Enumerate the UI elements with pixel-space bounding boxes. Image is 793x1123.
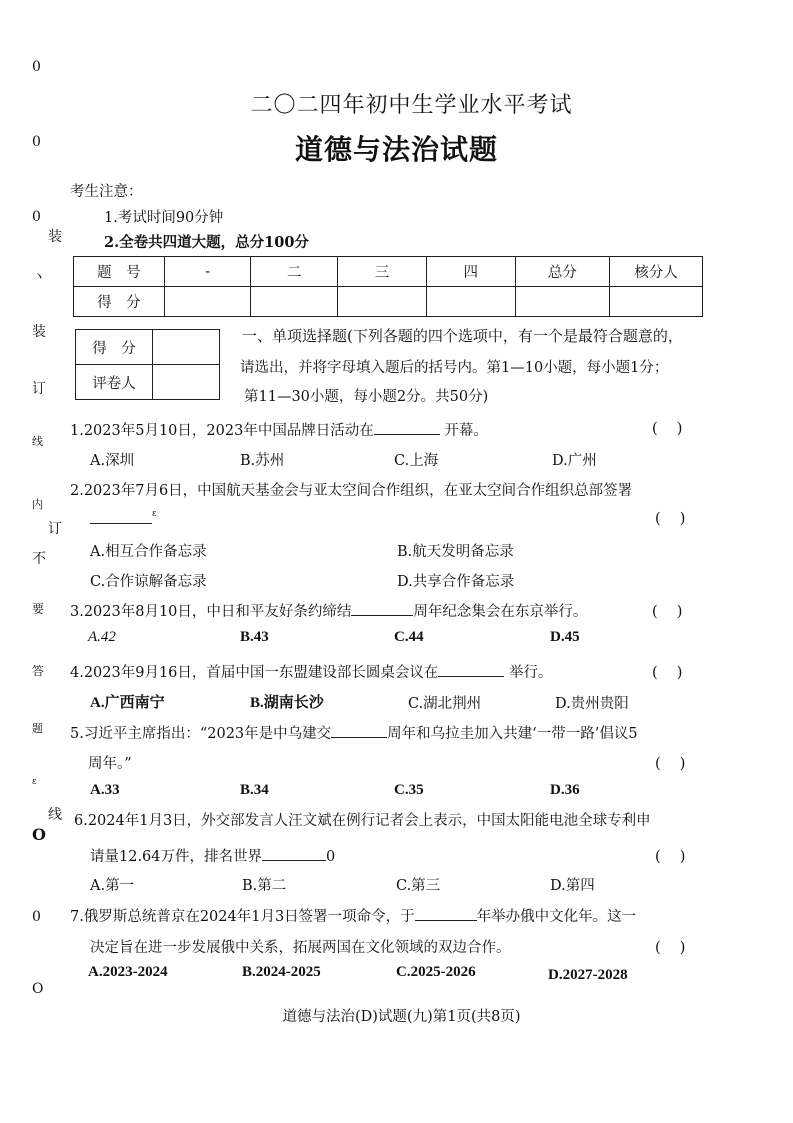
answer-parentheses[interactable]: ( ) bbox=[655, 756, 686, 772]
option-b: B.43 bbox=[240, 629, 269, 645]
margin-mark: 订 bbox=[48, 521, 62, 537]
margin-mark: 线 bbox=[32, 435, 43, 448]
question-6: 6.2024年1月3日，外交部发言人汪文斌在例行记者会上表示，中国太阳能电池全球专利申 bbox=[74, 813, 651, 829]
section-instruction: 请选出，并将字母填入题后的括号内。第1—10小题，每小题1分； bbox=[240, 360, 669, 376]
question-4 bbox=[70, 661, 553, 682]
answer-blank[interactable] bbox=[415, 906, 477, 921]
answer-blank[interactable] bbox=[374, 420, 440, 435]
score-table-cell: 题 号 bbox=[74, 257, 165, 287]
margin-mark: 答 bbox=[32, 664, 45, 678]
question-text: 开幕。 bbox=[444, 423, 488, 439]
option-b: B.湖南长沙 bbox=[250, 695, 324, 711]
margin-mark: 0 bbox=[32, 209, 41, 225]
score-table-cell: - bbox=[164, 257, 251, 287]
margin-mark: 不 bbox=[32, 551, 46, 567]
option-b: B.2024-2025 bbox=[242, 964, 321, 980]
score-table-header-row bbox=[74, 257, 703, 287]
question-5-line2: 周年。” bbox=[88, 756, 132, 772]
section-instruction: 第11—30小题，每小题2分。共50分) bbox=[244, 389, 489, 405]
answer-blank[interactable] bbox=[90, 509, 152, 524]
question-3 bbox=[70, 600, 587, 621]
question-text: 0 bbox=[326, 849, 336, 865]
question-text: 1.2023年5月10日，2023年中国品牌日活动在 bbox=[70, 423, 374, 439]
option-d: D.第四 bbox=[550, 878, 595, 894]
option-d: D.2027-2028 bbox=[548, 967, 628, 983]
question-6-line2 bbox=[90, 845, 335, 866]
option-b: B.苏州 bbox=[240, 453, 285, 469]
question-2: 2.2023年7月6日，中国航天基金会与亚太空间合作组织，在亚太空间合作组织总部签署 bbox=[70, 483, 633, 499]
notice-heading: 考生注意： bbox=[70, 184, 143, 200]
question-text: 5.习近平主席指出：“2023年是中乌建交 bbox=[70, 726, 332, 742]
score-table-cell: 得 分 bbox=[74, 287, 165, 317]
margin-mark: O bbox=[32, 825, 46, 844]
option-a: A.33 bbox=[90, 782, 120, 798]
option-d: D.贵州贵阳 bbox=[555, 696, 629, 712]
option-c: C.44 bbox=[394, 629, 424, 645]
grader-box bbox=[75, 329, 220, 400]
option-a: A.深圳 bbox=[90, 453, 135, 469]
option-b: B.第二 bbox=[242, 878, 287, 894]
answer-blank[interactable] bbox=[438, 662, 504, 677]
margin-mark: 装 bbox=[48, 229, 62, 245]
score-input-cell[interactable] bbox=[338, 287, 427, 317]
grader-score-cell[interactable] bbox=[153, 330, 220, 365]
question-text: 周年和乌拉圭加入共建‘一带一路’倡议5 bbox=[387, 726, 638, 742]
notice-item: 1.考试时间90分钟 bbox=[104, 210, 224, 226]
subject-title: 道德与法治试题 bbox=[294, 133, 498, 166]
grader-name-label: 评卷人 bbox=[76, 365, 153, 400]
score-table-cell: 核分人 bbox=[610, 257, 703, 287]
question-7-line2: 决定旨在进一步发展俄中关系，拓展两国在文化领域的双边合作。 bbox=[90, 940, 511, 956]
margin-mark: ε bbox=[32, 777, 37, 787]
question-5 bbox=[70, 722, 638, 743]
score-table-cell: 四 bbox=[426, 257, 515, 287]
score-input-cell[interactable] bbox=[164, 287, 251, 317]
score-table-cell: 二 bbox=[251, 257, 338, 287]
answer-blank[interactable] bbox=[262, 846, 326, 861]
margin-mark: ヽ bbox=[32, 269, 46, 285]
margin-mark: 线 bbox=[48, 807, 62, 823]
question-text: 年举办俄中文化年。这一 bbox=[476, 909, 637, 925]
option-c: C.上海 bbox=[394, 453, 439, 469]
score-input-cell[interactable] bbox=[610, 287, 703, 317]
option-b: B.34 bbox=[240, 782, 269, 798]
question-text: 周年纪念集会在东京举行。 bbox=[413, 604, 588, 620]
question-text: 举行。 bbox=[509, 665, 553, 681]
margin-mark: 题 bbox=[32, 722, 43, 735]
answer-parentheses[interactable]: ( ) bbox=[655, 940, 686, 956]
option-c: C.第三 bbox=[396, 878, 441, 894]
score-table-score-row bbox=[74, 287, 703, 317]
answer-parentheses[interactable]: ( ) bbox=[652, 604, 683, 620]
option-d: D.36 bbox=[550, 782, 580, 798]
margin-mark: O bbox=[32, 981, 44, 997]
question-text: 7.俄罗斯总统普京在2024年1月3日签署一项命令，于 bbox=[70, 909, 415, 925]
option-c: C.湖北荆州 bbox=[408, 696, 482, 712]
section-instruction: 一、单项选择题(下列各题的四个选项中，有一个是最符合题意的， bbox=[242, 327, 683, 345]
question-1 bbox=[70, 419, 488, 440]
option-c: C.35 bbox=[394, 782, 424, 798]
option-a: A.42 bbox=[88, 629, 116, 645]
exam-title: 二〇二四年初中生学业水平考试 bbox=[250, 93, 573, 118]
question-text: 3.2023年8月10日，中日和平友好条约缔结 bbox=[70, 604, 352, 620]
question-text: 请量12.64万件，排名世界 bbox=[90, 849, 263, 865]
question-text: 4.2023年9月16日，首届中国一东盟建设部长圆桌会议在 bbox=[70, 665, 439, 681]
grader-score-label: 得 分 bbox=[76, 330, 153, 365]
margin-mark: 订 bbox=[32, 381, 46, 397]
score-input-cell[interactable] bbox=[251, 287, 338, 317]
option-d: D.广州 bbox=[552, 453, 597, 469]
score-input-cell[interactable] bbox=[426, 287, 515, 317]
answer-parentheses[interactable]: ( ) bbox=[655, 511, 686, 527]
answer-parentheses[interactable]: ( ) bbox=[655, 849, 686, 865]
option-a: A.相互合作备忘录 bbox=[90, 544, 207, 560]
score-table bbox=[73, 256, 703, 317]
option-a: A.广西南宁 bbox=[90, 695, 165, 711]
option-d: D.共享合作备忘录 bbox=[397, 574, 515, 590]
score-input-cell[interactable] bbox=[515, 287, 610, 317]
grader-name-cell[interactable] bbox=[153, 365, 220, 400]
option-a: A.第一 bbox=[90, 878, 135, 894]
option-c: C.2025-2026 bbox=[396, 964, 476, 980]
answer-blank[interactable] bbox=[351, 601, 413, 616]
margin-mark: 0 bbox=[32, 59, 41, 75]
margin-mark: 装 bbox=[32, 324, 46, 340]
question-text: ε bbox=[152, 509, 157, 519]
option-d: D.45 bbox=[550, 629, 580, 645]
answer-blank[interactable] bbox=[331, 723, 387, 738]
score-table-cell: 三 bbox=[338, 257, 427, 287]
question-2-line2 bbox=[90, 509, 157, 528]
margin-mark: 内 bbox=[32, 498, 43, 511]
notice-item: 2.全卷共四道大题，总分100分 bbox=[104, 234, 309, 251]
margin-mark: 0 bbox=[32, 909, 41, 925]
margin-mark: 要 bbox=[32, 602, 45, 616]
question-7 bbox=[70, 905, 636, 926]
answer-parentheses[interactable]: ( ) bbox=[652, 665, 683, 681]
margin-mark: 0 bbox=[32, 134, 41, 150]
option-a: A.2023-2024 bbox=[88, 964, 168, 980]
option-c: C.合作谅解备忘录 bbox=[90, 574, 207, 590]
score-table-cell: 总分 bbox=[515, 257, 610, 287]
page-footer: 道德与法治(D)试题(九)第1页(共8页) bbox=[282, 1009, 521, 1025]
option-b: B.航天发明备忘录 bbox=[397, 544, 514, 560]
answer-parentheses[interactable]: ( ) bbox=[652, 421, 683, 437]
